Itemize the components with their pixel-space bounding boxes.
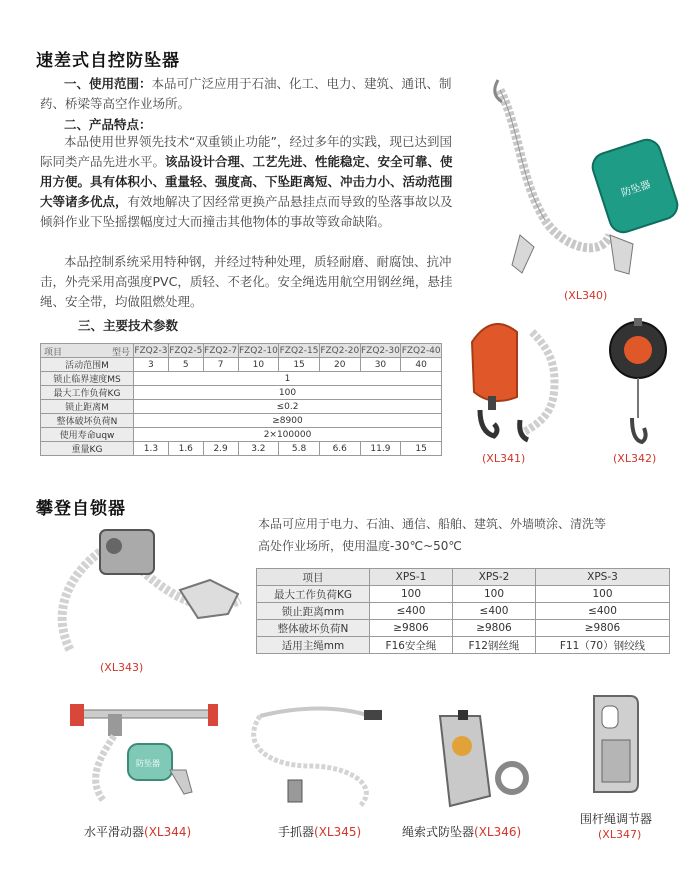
caption-xl342: (XL342) bbox=[613, 452, 657, 465]
table-cell: 1.3 bbox=[134, 442, 169, 456]
table-cell: ≤400 bbox=[370, 603, 453, 620]
model-cell: FZQ2-30 bbox=[361, 345, 400, 356]
features-paragraph bbox=[40, 132, 458, 232]
product-image-xl343 bbox=[30, 510, 270, 670]
caption-xl346-name: 绳索式防坠器 bbox=[402, 825, 475, 839]
spec-table-climbing-lock bbox=[256, 568, 670, 654]
model-cell: XPS-3 bbox=[535, 569, 669, 586]
model-cell: FZQ2-5 bbox=[169, 345, 203, 356]
product-image-xl346 bbox=[430, 706, 540, 816]
table-cell: 6.6 bbox=[319, 442, 360, 456]
table-row bbox=[41, 400, 442, 414]
table-cell: 15 bbox=[401, 442, 442, 456]
features-text-2: 本品控制系统采用特种钢，并经过特种处理，质轻耐磨、耐腐蚀、抗冲击，外壳采用高强度PVC，质轻、不老化。安全绳选用航空用钢丝绳，悬挂绳、安全带，均做阻燃处理。 bbox=[40, 254, 453, 309]
model-cell: FZQ2-20 bbox=[320, 345, 360, 356]
table-header-cell bbox=[41, 344, 134, 358]
table-cell: 3.2 bbox=[238, 442, 279, 456]
usage-paragraph bbox=[40, 74, 460, 114]
spec-table-fall-arrester bbox=[40, 343, 442, 456]
table-cell: 10 bbox=[238, 358, 279, 372]
product-image-xl345 bbox=[240, 706, 390, 816]
table-row bbox=[41, 386, 442, 400]
table-cell: 100 bbox=[535, 586, 669, 603]
table-cell: 5.8 bbox=[279, 442, 320, 456]
row-label: 重量KG bbox=[41, 442, 134, 456]
table-cell: 40 bbox=[401, 358, 442, 372]
features-heading: 二、产品特点： bbox=[64, 117, 152, 132]
header-item-label: 项目 bbox=[44, 348, 63, 358]
table-cell: ≤0.2 bbox=[134, 400, 442, 414]
table-cell: 1 bbox=[134, 372, 442, 386]
caption-xl345-code: (XL345) bbox=[314, 825, 362, 839]
caption-xl345-name: 手抓器 bbox=[278, 825, 315, 839]
row-label: 整体破坏负荷N bbox=[257, 620, 370, 637]
model-cell: XPS-2 bbox=[452, 569, 535, 586]
caption-xl345 bbox=[278, 823, 361, 840]
table-cell: 100 bbox=[370, 586, 453, 603]
header-model-label: 型号 bbox=[111, 348, 130, 358]
table-cell: 7 bbox=[203, 358, 238, 372]
row-label: 锁止距离M bbox=[41, 400, 134, 414]
table-cell: ≥9806 bbox=[535, 620, 669, 637]
table-cell: 20 bbox=[319, 358, 360, 372]
table-cell: ≥9806 bbox=[452, 620, 535, 637]
row-label: 锁止距离mm bbox=[257, 603, 370, 620]
features-paragraph-2 bbox=[40, 252, 458, 312]
caption-xl343: (XL343) bbox=[100, 661, 144, 674]
caption-xl344-code: (XL344) bbox=[144, 825, 192, 839]
table-row bbox=[41, 442, 442, 456]
section-title-fall-arrester: 速差式自控防坠器 bbox=[36, 51, 180, 71]
table-row bbox=[41, 414, 442, 428]
model-cell: FZQ2-10 bbox=[238, 345, 278, 356]
table-cell: 2.9 bbox=[203, 442, 238, 456]
table-row bbox=[257, 620, 670, 637]
table-row bbox=[41, 358, 442, 372]
table-row bbox=[41, 344, 442, 358]
table-cell: 100 bbox=[134, 386, 442, 400]
caption-xl341: (XL341) bbox=[482, 452, 526, 465]
xl340-logo-text: 防坠器 bbox=[620, 179, 653, 200]
features-text-c: 有效地解决了因经常更换产品悬挂点而导致的坠落事故以及倾斜作业下坠摇摆幅度过大而撞击其他物体的事故等致命缺陷。 bbox=[40, 194, 453, 229]
row-label: 使用寿命uqw bbox=[41, 428, 134, 442]
model-cell: FZQ2-40 bbox=[401, 345, 441, 356]
product-image-xl340 bbox=[460, 70, 680, 300]
caption-xl347-code: (XL347) bbox=[598, 828, 642, 841]
table-header-cell: 项目 bbox=[257, 569, 370, 586]
table-cell: 30 bbox=[360, 358, 401, 372]
table-row bbox=[257, 637, 670, 654]
table-cell: 1.6 bbox=[168, 442, 203, 456]
table-cell: F11（70）钢绞线 bbox=[535, 637, 669, 654]
model-cell: XPS-1 bbox=[370, 569, 453, 586]
caption-xl347-name: 围杆绳调节器 bbox=[580, 812, 653, 826]
features-text-a: 本品使用世界领先技术“双重锁止功能”，经过多年的实践，现已达到国际同类产品先进水平。 bbox=[40, 134, 452, 169]
table-row bbox=[257, 603, 670, 620]
model-cell: FZQ2-3 bbox=[134, 345, 168, 356]
row-label: 最大工作负荷KG bbox=[257, 586, 370, 603]
caption-xl346-code: (XL346) bbox=[474, 825, 522, 839]
table-cell: ≤400 bbox=[535, 603, 669, 620]
table-cell: 100 bbox=[452, 586, 535, 603]
caption-xl340: (XL340) bbox=[564, 289, 608, 302]
table-cell: 11.9 bbox=[360, 442, 401, 456]
table-cell: ≤400 bbox=[452, 603, 535, 620]
params-heading: 三、主要技术参数 bbox=[78, 318, 179, 333]
table-cell: F16安全绳 bbox=[370, 637, 453, 654]
table-cell: ≥9806 bbox=[370, 620, 453, 637]
table-cell: 5 bbox=[168, 358, 203, 372]
caption-xl344 bbox=[84, 823, 191, 840]
climbing-usage-line-2: 高处作业场所，使用温度-30℃~50℃ bbox=[258, 539, 462, 553]
table-row bbox=[41, 372, 442, 386]
caption-xl346 bbox=[402, 823, 521, 840]
model-cell: FZQ2-15 bbox=[279, 345, 319, 356]
caption-xl344-name: 水平滑动器 bbox=[84, 825, 145, 839]
climbing-usage-line-1: 本品可应用于电力、石油、通信、船舶、建筑、外墙喷涂、清洗等 bbox=[258, 517, 607, 531]
table-row bbox=[257, 586, 670, 603]
row-label: 锁止临界速度MS bbox=[41, 372, 134, 386]
table-cell: F12钢丝绳 bbox=[452, 637, 535, 654]
row-label: 活动范围M bbox=[41, 358, 134, 372]
row-label: 整体破坏负荷N bbox=[41, 414, 134, 428]
usage-heading: 一、使用范围： bbox=[64, 76, 152, 91]
row-label: 适用主绳mm bbox=[257, 637, 370, 654]
usage-text: 本品可广泛应用于石油、化工、电力、建筑、通讯、制药、桥梁等高空作业场所。 bbox=[40, 76, 452, 111]
table-cell: ≥8900 bbox=[134, 414, 442, 428]
table-cell: 2×100000 bbox=[134, 428, 442, 442]
product-image-xl341 bbox=[462, 312, 572, 452]
model-cell: FZQ2-7 bbox=[204, 345, 238, 356]
table-row bbox=[41, 428, 442, 442]
product-image-xl344 bbox=[58, 700, 218, 810]
table-row bbox=[257, 569, 670, 586]
product-image-xl347 bbox=[582, 690, 652, 800]
product-image-xl342 bbox=[600, 310, 680, 450]
section-title-climbing-lock: 攀登自锁器 bbox=[36, 499, 126, 519]
features-text-b: 该品设计合理、工艺先进、性能稳定、安全可靠、使用方便。具有体积小、重量轻、强度高、下坠距离短、冲击力小、活动范围大等诸多优点， bbox=[40, 154, 453, 209]
table-cell: 15 bbox=[279, 358, 320, 372]
xl344-logo-text: 防坠器 bbox=[136, 759, 160, 768]
row-label: 最大工作负荷KG bbox=[41, 386, 134, 400]
table-cell: 3 bbox=[134, 358, 169, 372]
